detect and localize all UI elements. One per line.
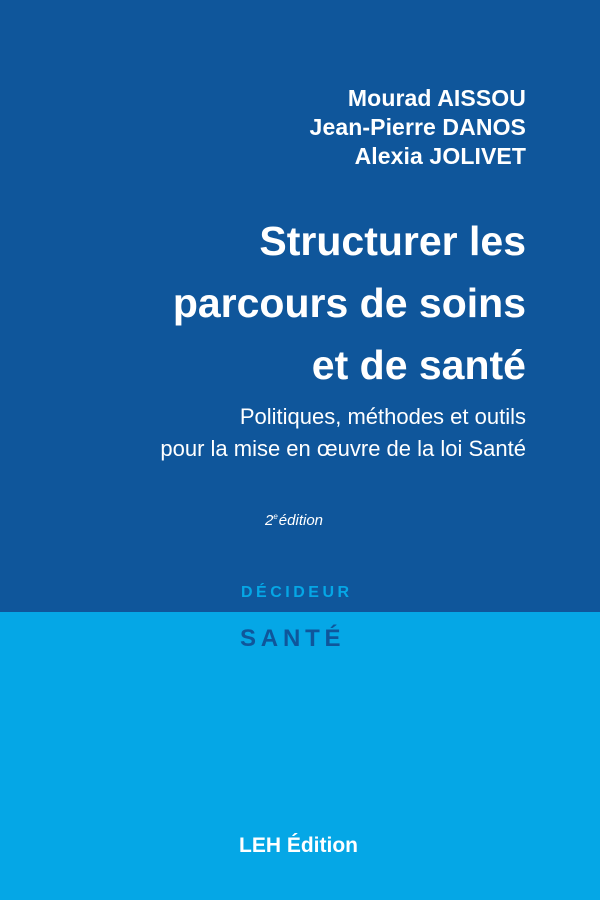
title-line: Structurer les [259,218,526,264]
edition-superscript: e [273,512,278,521]
book-title [56,210,526,396]
title-line: parcours de soins [172,280,526,326]
author-list [310,84,526,171]
author-name: Alexia JOLIVET [354,143,526,169]
publisher-name: LEH Édition [239,834,358,857]
series-name-top: DÉCIDEUR [241,584,353,601]
title-line: et de santé [311,342,526,388]
edition-word: édition [278,512,323,529]
book-subtitle [76,401,526,465]
author-name: Jean-Pierre DANOS [309,114,526,140]
series-name-bottom: SANTÉ [240,625,346,652]
subtitle-line: pour la mise en œuvre de la loi Santé [160,436,526,461]
edition-label [265,511,323,531]
subtitle-line: Politiques, méthodes et outils [239,404,526,429]
author-name: Mourad AISSOU [347,85,526,111]
edition-number: 2 [265,512,274,529]
